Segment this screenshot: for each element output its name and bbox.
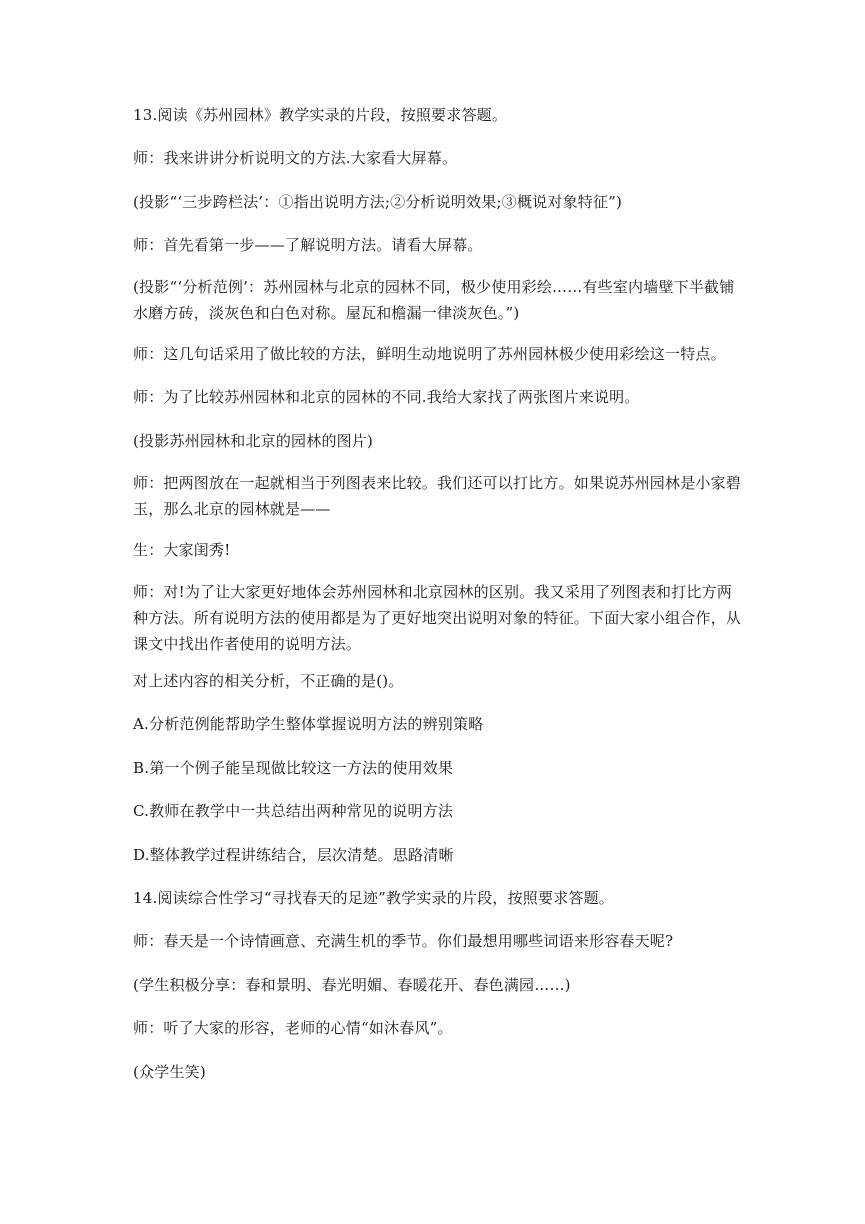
projection-note-3: (投影苏州园林和北京的园林的图片) xyxy=(133,432,374,450)
teacher-line-1: 师：我来讲讲分析说明文的方法.大家看大屏幕。 xyxy=(133,149,458,167)
option-d: D.整体教学过程讲练结合，层次清楚。思路清晰 xyxy=(133,846,454,864)
student-line-1: 生：大家闺秀! xyxy=(133,541,231,559)
option-c: C.教师在教学中一共总结出两种常见的说明方法 xyxy=(133,802,454,820)
teacher-line-5: 师：把两图放在一起就相当于列图表来比较。我们还可以打比方。如果说苏州园林是小家碧玉，那么北京的园林就是—— xyxy=(133,474,742,518)
question-14-stem: 14.阅读综合性学习“寻找春天的足迹”教学实录的片段，按照要求答题。 xyxy=(133,889,614,907)
option-a: A.分析范例能帮助学生整体掌握说明方法的辨别策略 xyxy=(133,715,484,733)
question-13-stem: 13.阅读《苏州园林》教学实录的片段，按照要求答题。 xyxy=(133,106,508,124)
projection-note-1: (投影“‘三步跨栏法’：①指出说明方法;②分析说明效果;③概说对象特征”) xyxy=(133,193,623,211)
teacher-line-4: 师：为了比较苏州园林和北京的园林的不同.我给大家找了两张图片来说明。 xyxy=(133,388,640,406)
question-13-prompt: 对上述内容的相关分析，不正确的是()。 xyxy=(133,672,404,690)
teacher-line-3: 师：这几句话采用了做比较的方法，鲜明生动地说明了苏州园林极少使用彩绘这一特点。 xyxy=(133,345,726,363)
student-share-note: (学生积极分享：春和景明、春光明媚、春暖花开、春色满园……) xyxy=(133,976,571,994)
projection-note-2: (投影“‘分析范例’：苏州园林与北京的园林不同，极少使用彩绘……有些室内墙壁下半截铺水磨方砖，淡灰色和白色对称。屋瓦和檐漏一律淡灰色。”) xyxy=(133,278,735,322)
teacher-line-6: 师：对!为了让大家更好地体会苏州园林和北京园林的区别。我又采用了列图表和打比方两种方法。所有说明方法的使用都是为了更好地突出说明对象的特征。下面大家小组合作，从课文中找出作者使用的说明方法。 xyxy=(133,583,742,653)
teacher-line-7: 师：春天是一个诗情画意、充满生机的季节。你们最想用哪些词语来形容春天呢? xyxy=(133,932,674,950)
students-laugh-note: (众学生笑) xyxy=(133,1063,206,1081)
option-b: B.第一个例子能呈现做比较这一方法的使用效果 xyxy=(133,759,454,777)
teacher-line-2: 师：首先看第一步——了解说明方法。请看大屏幕。 xyxy=(133,236,483,254)
teacher-line-8: 师：听了大家的形容，老师的心情“如沐春风”。 xyxy=(133,1019,453,1037)
